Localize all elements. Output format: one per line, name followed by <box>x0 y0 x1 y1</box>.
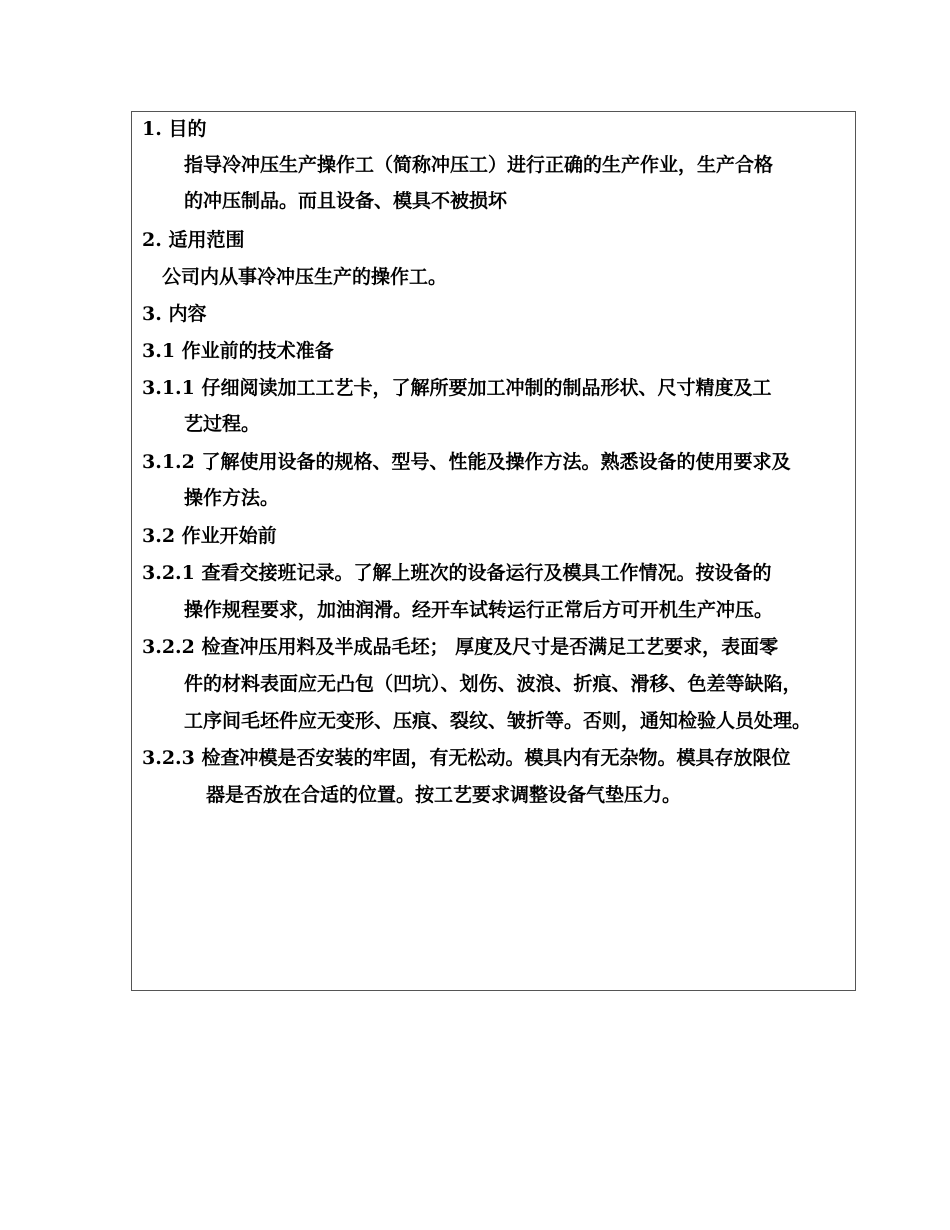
section-1-heading: 1. 目的 <box>142 118 207 140</box>
section-1-text-line-1: 指导冷冲压生产操作工（简称冲压工）进行正确的生产作业，生产合格 <box>184 154 774 176</box>
item-3-1-1-line-1: 3.1.1 仔细阅读加工工艺卡，了解所要加工冲制的制品形状、尺寸精度及工 <box>142 377 772 399</box>
item-3-2-2-line-1: 3.2.2 检查冲压用料及半成品毛坯； 厚度及尺寸是否满足工艺要求，表面零 <box>142 636 779 658</box>
item-3-1-1-line-2: 艺过程。 <box>184 413 261 435</box>
section-3-2-heading: 3.2 作业开始前 <box>142 525 277 547</box>
section-2-heading: 2. 适用范围 <box>142 229 245 251</box>
section-3-heading: 3. 内容 <box>142 303 207 325</box>
item-3-1-2-line-1: 3.1.2 了解使用设备的规格、型号、性能及操作方法。熟悉设备的使用要求及 <box>142 451 791 473</box>
section-1-text-line-2: 的冲压制品。而且设备、模具不被损坏 <box>184 190 508 212</box>
item-3-2-2-line-3: 工序间毛坯件应无变形、压痕、裂纹、皱折等。否则，通知检验人员处理。 <box>184 710 812 732</box>
document-frame <box>131 111 856 991</box>
item-3-1-2-line-2: 操作方法。 <box>184 487 280 509</box>
item-3-2-1-line-1: 3.2.1 查看交接班记录。了解上班次的设备运行及模具工作情况。按设备的 <box>142 562 772 584</box>
item-3-2-3-line-2: 器是否放在合适的位置。按工艺要求调整设备气垫压力。 <box>206 784 682 806</box>
item-3-2-2-line-2: 件的材料表面应无凸包（凹坑）、划伤、波浪、折痕、滑移、色差等缺陷， <box>184 673 802 695</box>
item-3-2-3-line-1: 3.2.3 检查冲模是否安装的牢固，有无松动。模具内有无杂物。模具存放限位 <box>142 747 791 769</box>
item-3-2-1-line-2: 操作规程要求，加油润滑。经开车试转运行正常后方可开机生产冲压。 <box>184 599 774 621</box>
section-2-text: 公司内从事冷冲压生产的操作工。 <box>162 266 448 288</box>
section-3-1-heading: 3.1 作业前的技术准备 <box>142 340 334 362</box>
